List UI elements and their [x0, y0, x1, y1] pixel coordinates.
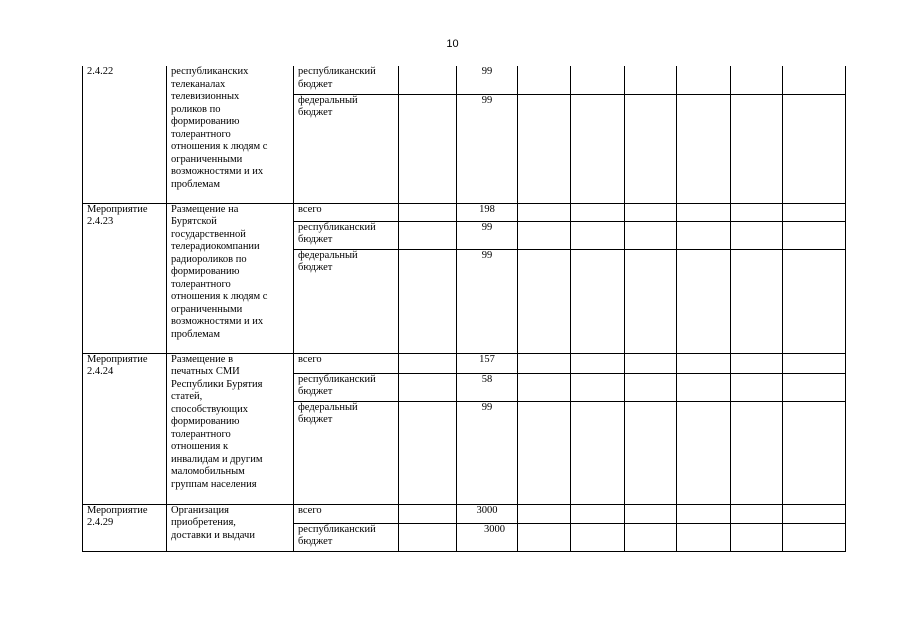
budget-table: [82, 66, 846, 552]
description-cell: республиканских телеканалах телевизионных роликов по формированию толерантного отношения к людям с ограниченными возможностями и их проблемам: [167, 66, 294, 203]
empty-cell: [399, 249, 457, 353]
funding-source-cell: федеральный бюджет: [294, 401, 399, 504]
activity-label: Мероприятие: [87, 504, 148, 516]
funding-source-cell: федеральный бюджет: [294, 94, 399, 203]
amount-cell: 99: [457, 221, 518, 249]
amount-cell: 99: [457, 249, 518, 353]
activity-cell: [83, 66, 167, 203]
empty-cell: [399, 221, 457, 249]
description-cell: Размещение в печатных СМИ Республики Бурятия статей, способствующих формированию толерантного отношения к инвалидам и другим маломобильным группам населения: [167, 353, 294, 504]
amount-cell: 99: [457, 94, 518, 203]
funding-source-cell: республиканский бюджет: [294, 221, 399, 249]
funding-source-cell: всего: [294, 203, 399, 221]
empty-cell: [399, 203, 457, 221]
amount-cell: 3000: [457, 504, 518, 523]
amount-cell: 157: [457, 353, 518, 373]
activity-cell: [83, 203, 167, 353]
activity-label: Мероприятие: [87, 353, 148, 365]
activity-code: 2.4.23: [87, 216, 114, 227]
funding-source-cell: республиканский бюджет: [294, 523, 399, 551]
empty-cell: [399, 504, 457, 523]
amount-cell: 99: [457, 66, 518, 94]
table-row: [83, 66, 846, 94]
amount-cell: 58: [457, 373, 518, 401]
activity-code: 2.4.29: [87, 517, 114, 528]
funding-source-cell: федеральный бюджет: [294, 249, 399, 353]
empty-cell: [399, 373, 457, 401]
funding-source-cell: всего: [294, 504, 399, 523]
activity-label: Мероприятие: [87, 203, 148, 215]
funding-source-cell: республиканский бюджет: [294, 373, 399, 401]
empty-cell: [399, 94, 457, 203]
activity-cell: [83, 353, 167, 504]
page-number: 10: [446, 38, 459, 50]
table-row: [83, 203, 846, 221]
amount-cell: 99: [457, 401, 518, 504]
activity-cell: [83, 504, 167, 551]
amount-cell: 198: [457, 203, 518, 221]
activity-code: 2.4.24: [87, 366, 114, 377]
table-row: [83, 504, 846, 523]
empty-cell: [399, 353, 457, 373]
funding-source-cell: республиканский бюджет: [294, 66, 399, 94]
activity-code: 2.4.22: [87, 66, 114, 77]
description-cell: Размещение на Бурятской государственной телерадиокомпании радиороликов по формированию толерантного отношения к людям с ограниченными возможностями и их проблемам: [167, 203, 294, 353]
empty-cell: [399, 401, 457, 504]
description-cell: Организация приобретения, доставки и выдачи: [167, 504, 294, 551]
empty-cell: [399, 66, 457, 94]
table-row: [83, 353, 846, 373]
empty-cell: [399, 523, 457, 551]
amount-cell: 3000: [457, 523, 518, 551]
funding-source-cell: всего: [294, 353, 399, 373]
